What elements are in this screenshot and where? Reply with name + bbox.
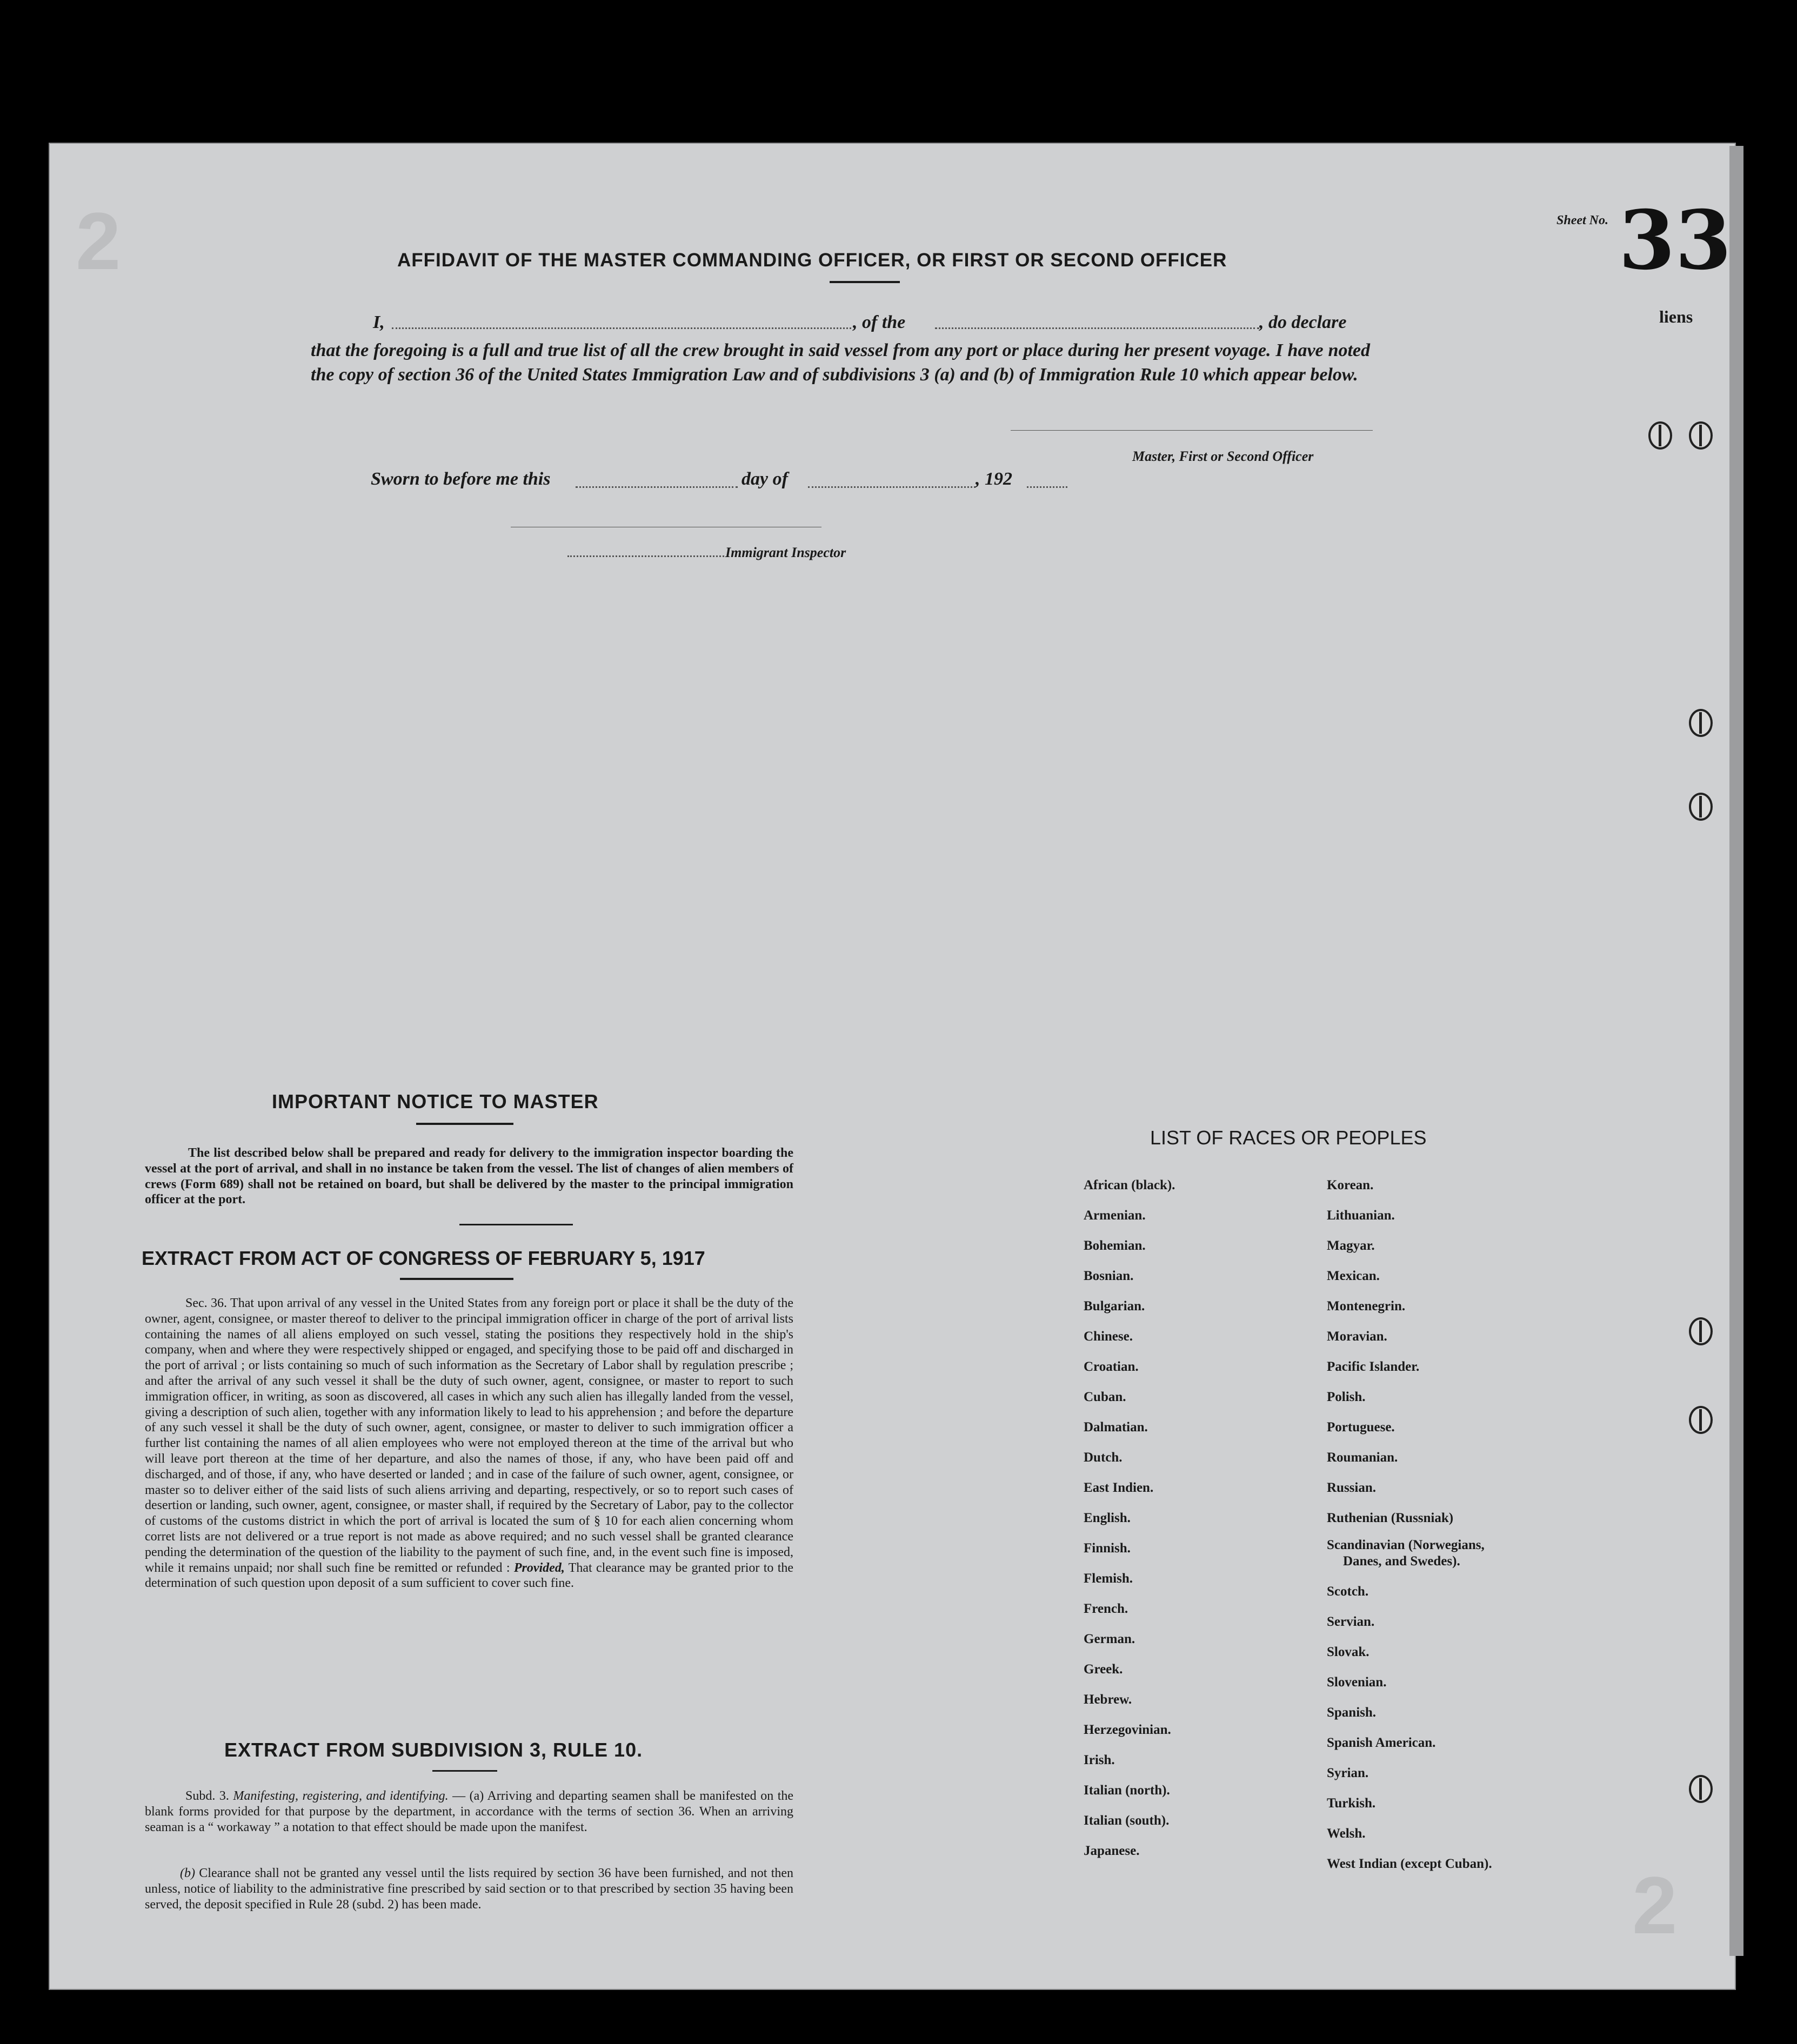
race-item: Bohemian. [1084, 1238, 1146, 1253]
race-item: Moravian. [1327, 1329, 1387, 1344]
race-item: Welsh. [1327, 1826, 1366, 1841]
race-item: Ruthenian (Russniak) [1327, 1511, 1454, 1525]
hole-punch [1648, 421, 1672, 450]
year-label: , 192 [976, 469, 1012, 489]
notice-body: The list described below shall be prepared and ready for delivery to the immigration inspector boarding the vessel at the port of arrival, and shall in no instance be taken from the vessel. The list of changes of alien members of crews (Form 689) shall not be retained on board, but shall be delivered by the master to the principal immigration officer at the port. [145, 1146, 793, 1207]
race-item: Servian. [1327, 1614, 1375, 1629]
race-item: Greek. [1084, 1662, 1123, 1677]
hole-punch [1689, 1775, 1713, 1803]
race-item: West Indian (except Cuban). [1327, 1857, 1492, 1871]
race-item: English. [1084, 1511, 1131, 1525]
bleed-through-mark: 2 [1632, 1860, 1678, 1951]
race-item: Slovenian. [1327, 1675, 1387, 1690]
race-item: Flemish. [1084, 1571, 1133, 1586]
race-item: Montenegrin. [1327, 1299, 1406, 1313]
notice-underline [416, 1123, 513, 1125]
extract-act-body [145, 1296, 793, 1591]
race-item: Italian (south). [1084, 1813, 1170, 1828]
vessel-line [935, 327, 1259, 329]
sworn-label: Sworn to before me this [371, 469, 551, 489]
race-item: Roumanian. [1327, 1450, 1398, 1465]
day-line [576, 486, 738, 488]
race-item: Pacific Islander. [1327, 1359, 1420, 1374]
name-line [392, 327, 851, 329]
race-item: Polish. [1327, 1390, 1366, 1404]
officer-label: Master, First or Second Officer [1132, 448, 1314, 464]
edge-text: liens [1659, 307, 1693, 326]
race-item: Irish. [1084, 1753, 1115, 1767]
month-line [808, 486, 976, 488]
affidavit-title: AFFIDAVIT OF THE MASTER COMMANDING OFFICER, OR FIRST OR SECOND OFFICER [397, 250, 1227, 271]
race-item: Turkish. [1327, 1796, 1376, 1811]
race-item: Chinese. [1084, 1329, 1133, 1344]
race-item: Japanese. [1084, 1844, 1140, 1858]
officer-signature-line [1011, 430, 1373, 431]
race-item: Portuguese. [1327, 1420, 1395, 1435]
race-item: Scandinavian (Norwegians, [1327, 1538, 1485, 1552]
race-item: Dutch. [1084, 1450, 1123, 1465]
race-item: Dalmatian. [1084, 1420, 1148, 1435]
inspector-leader-line [567, 555, 724, 557]
races-title: LIST OF RACES OR PEOPLES [1150, 1127, 1427, 1149]
hole-punch [1689, 709, 1713, 737]
sheet-label: Sheet No. [1556, 213, 1608, 227]
race-item: Scotch. [1327, 1584, 1369, 1599]
race-item: Lithuanian. [1327, 1208, 1395, 1223]
extract-rule-title: EXTRACT FROM SUBDIVISION 3, RULE 10. [224, 1739, 643, 1761]
subd-heading: Manifesting, registering, and identifying. [233, 1789, 449, 1803]
notice-divider [459, 1224, 573, 1225]
extract-act-title: EXTRACT FROM ACT OF CONGRESS OF FEBRUARY 5, 1917 [142, 1247, 705, 1269]
race-item: Korean. [1327, 1178, 1374, 1192]
day-of-label: day of [741, 469, 788, 489]
race-item: Croatian. [1084, 1359, 1139, 1374]
race-item: Slovak. [1327, 1645, 1370, 1659]
race-item: German. [1084, 1632, 1135, 1646]
race-item: East Indien. [1084, 1480, 1154, 1495]
race-item: Cuban. [1084, 1390, 1126, 1404]
notice-title: IMPORTANT NOTICE TO MASTER [272, 1090, 599, 1113]
document-page [50, 144, 1735, 1989]
provided-label: Provided, [513, 1560, 565, 1575]
provided-text: That clearance may be granted prior to the determination of such question upon deposit of a sum sufficient to cover such fine. [145, 1560, 794, 1591]
subd-b-label: (b) [180, 1866, 195, 1880]
hole-punch [1689, 1406, 1713, 1434]
race-item: Danes, and Swedes). [1343, 1554, 1460, 1569]
extract-rule-underline [432, 1770, 497, 1772]
race-item: Italian (north). [1084, 1783, 1170, 1798]
hole-punch [1689, 1317, 1713, 1345]
subd-b-body: Clearance shall not be granted any vessel until the lists required by section 36 have been furnished, and not then unless, notice of liability to the administrative fine prescribed by said section or to that prescribed by section 35 having been served, the deposit specified in Rule 28 (subd. 2) has been made. [145, 1866, 794, 1912]
race-item: French. [1084, 1601, 1128, 1616]
race-item: Hebrew. [1084, 1692, 1132, 1707]
subd-a-text [145, 1788, 793, 1835]
race-item: Spanish American. [1327, 1735, 1436, 1750]
subd-a-body: — (a) Arriving and departing seamen shall be manifested on the blank forms provided for that purpose by the department, in accordance with the terms of section 36. When an arriving seaman is a “ workaway ” a notation to that effect should be made upon the manifest. [145, 1789, 794, 1834]
subd-b-text [145, 1866, 793, 1912]
extract-act-underline [400, 1278, 513, 1280]
race-item: Armenian. [1084, 1208, 1146, 1223]
race-item: Russian. [1327, 1480, 1377, 1495]
inspector-label: Immigrant Inspector [725, 545, 846, 560]
affidavit-body: that the foregoing is a full and true list of all the crew brought in said vessel from any port or place during her present voyage. I have noted the copy of section 36 of the United States Immigration Law and of subdivisions 3 (a) and (b) of Immigration Rule 10 which appear below. [311, 340, 1370, 385]
do-declare-label: , do declare [1259, 312, 1347, 332]
sec-label: Sec. 36. [185, 1296, 228, 1310]
page-edge [1729, 146, 1743, 1956]
race-item: Finnish. [1084, 1541, 1131, 1556]
race-item: Herzegovinian. [1084, 1723, 1171, 1737]
race-item: African (black). [1084, 1178, 1175, 1192]
race-item: Magyar. [1327, 1238, 1375, 1253]
bleed-through-mark: 2 [76, 196, 121, 286]
race-item: Mexican. [1327, 1269, 1380, 1283]
hole-punch [1689, 793, 1713, 821]
race-item: Syrian. [1327, 1766, 1369, 1780]
year-line [1027, 486, 1067, 488]
sheet-number: 33 [1619, 193, 1732, 288]
race-item: Spanish. [1327, 1705, 1377, 1720]
section-36-text: That upon arrival of any vessel in the United States from any foreign port or place it shall be the duty of the owner, agent, consignee, or master thereof to deliver to the principal immigration officer in charge of the port of arrival lists containing the names of all aliens employed on such vessel, stating the positions they respectively hold in the ship's company, when and where they were respectively shipped or engaged, and specifying those to be paid off and discharged in the port of arrival ; or lists containing so much of such information as the Secretary of Labor shall by regulation prescribe ; and after the arrival of any such vessel it shall be the duty of such owner, agent, consignee, or master to report to such immigration officer, in writing, as soon as discovered, all cases in which any such alien has illegally landed from the vessel, giving a description of such alien, together with any information likely to lead to his apprehension ; and before the departure of any such vessel it shall be the duty of such owner, agent, consignee, or master to deliver to such immigration officer a further list containing the names of all alien employees who were not employed thereon at the time of the arrival but who will leave port thereon at the time of her departure, and also the names of those, if any, who have been paid off and discharged, and of those, if any, who have deserted or landed ; and in case of the failure of such owner, agent, consignee, or master so to deliver either of the said lists of such aliens arriving and departing, respectively, or so to report such cases of desertion or landing, such owner, agent, consignee, or master shall, if required by the Secretary of Labor, pay to the collector of customs of the customs district in which the port of arrival is located the sum of § 10 for each alien concerning whom corret lists are not delivered or a true report is not made as above required; and no such vessel shall be granted clearance pending the determination of the question of the liability to the payment of such fine, and, in the event such fine is imposed, while it remains unpaid; nor shall such fine be remitted or refunded : [145, 1296, 793, 1575]
title-underline [830, 281, 900, 283]
of-the-label: , of the [853, 312, 906, 332]
race-item: Bulgarian. [1084, 1299, 1145, 1313]
race-item: Bosnian. [1084, 1269, 1134, 1283]
i-label: I, [373, 312, 385, 332]
subd-label: Subd. 3. [185, 1789, 229, 1803]
hole-punch [1689, 421, 1713, 450]
